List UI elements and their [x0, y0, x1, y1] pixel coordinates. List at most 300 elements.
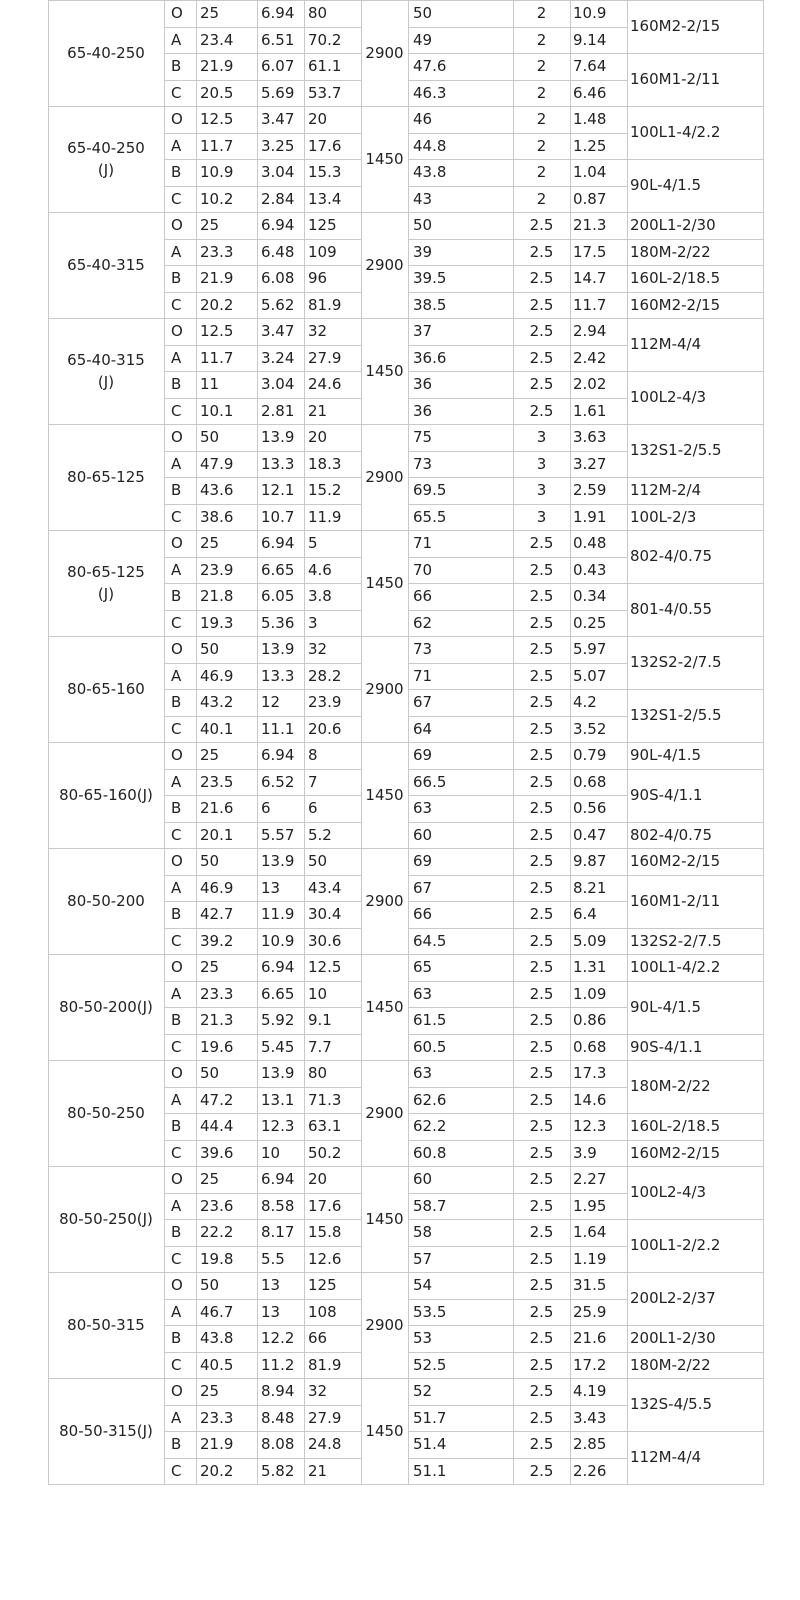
point-cell: B [171, 481, 182, 499]
motor-cell: 180M-2/22 [630, 242, 711, 261]
efficiency-cell: 65 [413, 958, 433, 976]
flow-ls-cell: 8.94 [261, 1382, 295, 1400]
point-cell: C [171, 1461, 182, 1480]
motor-cell: 90S-4/1.1 [630, 1037, 703, 1056]
shaft-power-cell: 0.56 [573, 799, 607, 817]
model-label: 80-65-125 (J) [67, 563, 145, 603]
point-cell: C [171, 83, 182, 102]
point-cell: O [171, 428, 183, 446]
flow-ls-cell: 6.94 [261, 1170, 295, 1188]
shaft-power-cell: 0.86 [573, 1011, 607, 1029]
flow-m3h-cell: 12.5 [200, 322, 234, 340]
shaft-power-cell: 17.5 [573, 242, 607, 261]
head-cell: 20.6 [308, 719, 342, 738]
head-cell: 6 [308, 799, 318, 817]
shaft-power-cell: 1.25 [573, 136, 607, 155]
flow-ls-cell: 10.9 [261, 931, 295, 950]
efficiency-cell: 52 [413, 1382, 433, 1400]
shaft-power-cell: 9.14 [573, 30, 607, 49]
npsh-cell: 2.5 [529, 1461, 554, 1480]
npsh-cell: 2 [536, 136, 547, 155]
speed-cell: 1450 [365, 998, 404, 1016]
speed-cell: 2900 [365, 256, 404, 274]
flow-ls-cell: 13 [261, 1302, 281, 1321]
npsh-cell: 2.5 [529, 1355, 554, 1374]
npsh-cell: 2.5 [529, 1064, 554, 1082]
npsh-cell: 2.5 [529, 1408, 554, 1427]
model-cell [48, 848, 164, 954]
npsh-cell: 2.5 [529, 401, 554, 420]
flow-m3h-cell: 50 [200, 428, 220, 446]
flow-ls-cell: 5.62 [261, 295, 295, 314]
flow-ls-cell: 11.2 [261, 1355, 295, 1374]
shaft-power-cell: 6.46 [573, 83, 607, 102]
point-cell: A [171, 1302, 182, 1321]
efficiency-cell: 54 [413, 1276, 433, 1294]
motor-cell: 160M2-2/15 [630, 1143, 721, 1162]
flow-ls-cell: 11.1 [261, 719, 295, 738]
point-cell: C [171, 401, 182, 420]
motor-cell: 100L1-4/2.2 [630, 123, 721, 141]
head-cell: 17.6 [308, 1196, 342, 1215]
model-cell [48, 530, 164, 636]
point-cell: B [171, 1223, 182, 1241]
flow-m3h-cell: 47.9 [200, 454, 234, 473]
flow-m3h-cell: 25 [200, 1382, 220, 1400]
shaft-power-cell: 14.7 [573, 269, 607, 287]
flow-ls-cell: 2.81 [261, 401, 295, 420]
npsh-cell: 2.5 [529, 1196, 554, 1215]
efficiency-cell: 46 [413, 110, 433, 128]
efficiency-cell: 71 [413, 534, 433, 552]
flow-m3h-cell: 11 [200, 375, 220, 393]
npsh-cell: 2.5 [529, 295, 554, 314]
shaft-power-cell: 1.19 [573, 1249, 607, 1268]
npsh-cell: 2.5 [529, 1143, 554, 1162]
flow-ls-cell: 3.24 [261, 348, 295, 367]
shaft-power-cell: 0.47 [573, 825, 607, 844]
flow-m3h-cell: 22.2 [200, 1223, 234, 1241]
model-label: 65-40-315 (J) [67, 351, 145, 391]
head-cell: 32 [308, 640, 328, 658]
motor-cell: 160M1-2/11 [630, 891, 721, 910]
flow-ls-cell: 5.45 [261, 1037, 295, 1056]
shaft-power-cell: 1.95 [573, 1196, 607, 1215]
head-cell: 96 [308, 269, 328, 287]
shaft-power-cell: 1.61 [573, 401, 607, 420]
efficiency-cell: 67 [413, 693, 433, 711]
point-cell: O [171, 958, 183, 976]
point-cell: O [171, 1170, 183, 1188]
flow-ls-cell: 10.7 [261, 507, 295, 526]
head-cell: 13.4 [308, 189, 342, 208]
shaft-power-cell: 31.5 [573, 1276, 607, 1294]
head-cell: 30.4 [308, 905, 342, 923]
point-cell: C [171, 825, 182, 844]
model-label: 65-40-250 [67, 44, 145, 62]
head-cell: 12.6 [308, 1249, 342, 1268]
efficiency-cell: 36 [413, 401, 433, 420]
motor-cell: 180M-2/22 [630, 1077, 711, 1095]
point-cell: C [171, 189, 182, 208]
npsh-cell: 2.5 [529, 375, 554, 393]
shaft-power-cell: 1.48 [573, 110, 607, 128]
model-label: 80-65-160 [67, 680, 145, 698]
efficiency-cell: 58.7 [413, 1196, 447, 1215]
flow-ls-cell: 10 [261, 1143, 281, 1162]
flow-m3h-cell: 50 [200, 1276, 220, 1294]
point-cell: O [171, 110, 183, 128]
motor-cell: 90L-4/1.5 [630, 746, 702, 764]
efficiency-cell: 66 [413, 587, 433, 605]
npsh-cell: 2.5 [529, 825, 554, 844]
shaft-power-cell: 8.21 [573, 878, 607, 897]
head-cell: 27.9 [308, 348, 342, 367]
flow-m3h-cell: 21.9 [200, 1435, 234, 1453]
flow-m3h-cell: 23.6 [200, 1196, 234, 1215]
npsh-cell: 3 [536, 454, 547, 473]
flow-ls-cell: 3.04 [261, 375, 295, 393]
point-cell: A [171, 560, 182, 579]
flow-m3h-cell: 21.9 [200, 57, 234, 75]
shaft-power-cell: 5.07 [573, 666, 607, 685]
head-cell: 109 [308, 242, 337, 261]
flow-m3h-cell: 12.5 [200, 110, 234, 128]
shaft-power-cell: 5.09 [573, 931, 607, 950]
flow-m3h-cell: 10.2 [200, 189, 234, 208]
npsh-cell: 3 [536, 507, 547, 526]
point-cell: A [171, 242, 182, 261]
head-cell: 66 [308, 1329, 328, 1347]
head-cell: 81.9 [308, 1355, 342, 1374]
flow-m3h-cell: 25 [200, 534, 220, 552]
model-cell [48, 954, 164, 1060]
shaft-power-cell: 5.97 [573, 640, 607, 658]
shaft-power-cell: 10.9 [573, 4, 607, 22]
npsh-cell: 2.5 [529, 348, 554, 367]
head-cell: 12.5 [308, 958, 342, 976]
point-cell: B [171, 693, 182, 711]
motor-cell: 112M-4/4 [630, 335, 702, 353]
flow-ls-cell: 3.47 [261, 110, 295, 128]
flow-ls-cell: 6.51 [261, 30, 295, 49]
npsh-cell: 3 [536, 428, 547, 446]
motor-cell: 100L2-4/3 [630, 388, 707, 406]
head-cell: 108 [308, 1302, 337, 1321]
flow-m3h-cell: 23.9 [200, 560, 234, 579]
point-cell: O [171, 746, 183, 764]
motor-cell: 132S1-2/5.5 [630, 441, 722, 459]
npsh-cell: 2.5 [529, 1223, 554, 1241]
efficiency-cell: 36.6 [413, 348, 447, 367]
flow-ls-cell: 6.08 [261, 269, 295, 287]
flow-m3h-cell: 10.9 [200, 163, 234, 181]
speed-cell: 1450 [365, 362, 404, 380]
shaft-power-cell: 25.9 [573, 1302, 607, 1321]
motor-cell: 90L-4/1.5 [630, 997, 702, 1016]
point-cell: A [171, 772, 182, 791]
head-cell: 24.8 [308, 1435, 342, 1453]
flow-ls-cell: 6.94 [261, 746, 295, 764]
npsh-cell: 2.5 [529, 242, 554, 261]
flow-ls-cell: 8.58 [261, 1196, 295, 1215]
head-cell: 125 [308, 216, 337, 234]
head-cell: 50.2 [308, 1143, 342, 1162]
motor-cell: 132S2-2/7.5 [630, 931, 722, 950]
npsh-cell: 2 [536, 163, 547, 181]
efficiency-cell: 57 [413, 1249, 433, 1268]
point-cell: B [171, 375, 182, 393]
npsh-cell: 2.5 [529, 587, 554, 605]
head-cell: 50 [308, 852, 328, 870]
shaft-power-cell: 3.9 [573, 1143, 597, 1162]
shaft-power-cell: 3.63 [573, 428, 607, 446]
flow-ls-cell: 13 [261, 878, 281, 897]
point-cell: B [171, 1435, 182, 1453]
flow-ls-cell: 6.94 [261, 216, 295, 234]
flow-m3h-cell: 39.6 [200, 1143, 234, 1162]
efficiency-cell: 63 [413, 984, 433, 1003]
speed-cell: 1450 [365, 1210, 404, 1228]
efficiency-cell: 49 [413, 30, 433, 49]
point-cell: A [171, 454, 182, 473]
head-cell: 125 [308, 1276, 337, 1294]
point-cell: A [171, 666, 182, 685]
head-cell: 15.8 [308, 1223, 342, 1241]
flow-m3h-cell: 38.6 [200, 507, 234, 526]
efficiency-cell: 43.8 [413, 163, 447, 181]
flow-m3h-cell: 50 [200, 640, 220, 658]
npsh-cell: 2.5 [529, 1276, 554, 1294]
head-cell: 20 [308, 110, 328, 128]
npsh-cell: 2.5 [529, 1249, 554, 1268]
npsh-cell: 2.5 [529, 666, 554, 685]
flow-ls-cell: 5.57 [261, 825, 295, 844]
shaft-power-cell: 4.19 [573, 1382, 607, 1400]
point-cell: C [171, 1355, 182, 1374]
efficiency-cell: 71 [413, 666, 433, 685]
flow-ls-cell: 6.65 [261, 984, 295, 1003]
motor-cell: 100L1-4/2.2 [630, 958, 721, 976]
head-cell: 17.6 [308, 136, 342, 155]
npsh-cell: 2.5 [529, 216, 554, 234]
efficiency-cell: 63 [413, 1064, 433, 1082]
motor-cell: 200L2-2/37 [630, 1289, 716, 1307]
flow-m3h-cell: 40.5 [200, 1355, 234, 1374]
npsh-cell: 2 [536, 57, 547, 75]
head-cell: 8 [308, 746, 318, 764]
flow-ls-cell: 6 [261, 799, 271, 817]
flow-m3h-cell: 20.1 [200, 825, 234, 844]
flow-m3h-cell: 19.8 [200, 1249, 234, 1268]
speed-cell: 1450 [365, 150, 404, 168]
flow-ls-cell: 5.5 [261, 1249, 285, 1268]
efficiency-cell: 37 [413, 322, 433, 340]
point-cell: C [171, 295, 182, 314]
motor-cell: 802-4/0.75 [630, 547, 713, 565]
npsh-cell: 2.5 [529, 269, 554, 287]
shaft-power-cell: 1.91 [573, 507, 607, 526]
model-cell [48, 742, 164, 848]
model-label: 80-50-250(J) [59, 1210, 153, 1228]
shaft-power-cell: 3.27 [573, 454, 607, 473]
flow-m3h-cell: 20.5 [200, 83, 234, 102]
model-cell [48, 106, 164, 212]
flow-m3h-cell: 25 [200, 216, 220, 234]
motor-cell: 160M2-2/15 [630, 17, 721, 35]
efficiency-cell: 67 [413, 878, 433, 897]
efficiency-cell: 39 [413, 242, 433, 261]
flow-m3h-cell: 20.2 [200, 1461, 234, 1480]
shaft-power-cell: 9.87 [573, 852, 607, 870]
model-cell [48, 636, 164, 742]
speed-cell: 2900 [365, 1104, 404, 1122]
point-cell: B [171, 905, 182, 923]
point-cell: O [171, 1276, 183, 1294]
efficiency-cell: 46.3 [413, 83, 447, 102]
shaft-power-cell: 0.79 [573, 746, 607, 764]
efficiency-cell: 65.5 [413, 507, 447, 526]
efficiency-cell: 53 [413, 1329, 433, 1347]
point-cell: B [171, 57, 182, 75]
flow-m3h-cell: 21.8 [200, 587, 234, 605]
flow-ls-cell: 3.25 [261, 136, 295, 155]
flow-m3h-cell: 25 [200, 4, 220, 22]
flow-ls-cell: 13.9 [261, 640, 295, 658]
npsh-cell: 2.5 [529, 1382, 554, 1400]
flow-m3h-cell: 46.9 [200, 666, 234, 685]
point-cell: C [171, 1249, 182, 1268]
shaft-power-cell: 1.04 [573, 163, 607, 181]
motor-cell: 90L-4/1.5 [630, 176, 702, 194]
motor-cell: 160M2-2/15 [630, 852, 721, 870]
flow-m3h-cell: 43.6 [200, 481, 234, 499]
flow-m3h-cell: 19.6 [200, 1037, 234, 1056]
flow-m3h-cell: 47.2 [200, 1090, 234, 1109]
head-cell: 9.1 [308, 1011, 332, 1029]
npsh-cell: 2.5 [529, 746, 554, 764]
shaft-power-cell: 0.87 [573, 189, 607, 208]
efficiency-cell: 39.5 [413, 269, 447, 287]
model-label: 65-40-250 (J) [67, 139, 145, 179]
point-cell: O [171, 1382, 183, 1400]
flow-m3h-cell: 25 [200, 1170, 220, 1188]
shaft-power-cell: 2.59 [573, 481, 607, 499]
head-cell: 61.1 [308, 57, 342, 75]
efficiency-cell: 69 [413, 852, 433, 870]
point-cell: C [171, 507, 182, 526]
npsh-cell: 2 [536, 83, 547, 102]
head-cell: 81.9 [308, 295, 342, 314]
head-cell: 15.2 [308, 481, 342, 499]
npsh-cell: 2 [536, 110, 547, 128]
efficiency-cell: 75 [413, 428, 433, 446]
head-cell: 15.3 [308, 163, 342, 181]
efficiency-cell: 73 [413, 640, 433, 658]
npsh-cell: 2.5 [529, 1037, 554, 1056]
shaft-power-cell: 0.43 [573, 560, 607, 579]
flow-ls-cell: 2.84 [261, 189, 295, 208]
flow-ls-cell: 3.04 [261, 163, 295, 181]
flow-ls-cell: 13.1 [261, 1090, 295, 1109]
head-cell: 21 [308, 1461, 328, 1480]
efficiency-cell: 43 [413, 189, 433, 208]
speed-cell: 2900 [365, 680, 404, 698]
flow-m3h-cell: 46.7 [200, 1302, 234, 1321]
head-cell: 30.6 [308, 931, 342, 950]
flow-ls-cell: 5.69 [261, 83, 295, 102]
efficiency-cell: 64 [413, 719, 433, 738]
head-cell: 21 [308, 401, 328, 420]
model-label: 65-40-315 [67, 256, 145, 274]
efficiency-cell: 66 [413, 905, 433, 923]
model-cell [48, 424, 164, 530]
head-cell: 24.6 [308, 375, 342, 393]
model-cell [48, 318, 164, 424]
efficiency-cell: 62.6 [413, 1090, 447, 1109]
point-cell: O [171, 640, 183, 658]
head-cell: 63.1 [308, 1117, 342, 1135]
npsh-cell: 2.5 [529, 322, 554, 340]
head-cell: 32 [308, 322, 328, 340]
efficiency-cell: 60.5 [413, 1037, 447, 1056]
model-label: 80-65-125 [67, 468, 145, 486]
shaft-power-cell: 0.68 [573, 772, 607, 791]
flow-m3h-cell: 43.8 [200, 1329, 234, 1347]
npsh-cell: 2.5 [529, 931, 554, 950]
point-cell: O [171, 852, 183, 870]
efficiency-cell: 51.1 [413, 1461, 447, 1480]
efficiency-cell: 70 [413, 560, 433, 579]
npsh-cell: 2.5 [529, 1011, 554, 1029]
head-cell: 10 [308, 984, 328, 1003]
flow-ls-cell: 6.07 [261, 57, 295, 75]
motor-cell: 200L1-2/30 [630, 1329, 716, 1347]
npsh-cell: 2.5 [529, 958, 554, 976]
model-label: 80-50-315(J) [59, 1422, 153, 1440]
shaft-power-cell: 2.42 [573, 348, 607, 367]
point-cell: B [171, 799, 182, 817]
flow-m3h-cell: 21.6 [200, 799, 234, 817]
model-cell [48, 1166, 164, 1272]
efficiency-cell: 47.6 [413, 57, 447, 75]
model-cell [48, 1272, 164, 1378]
speed-cell: 1450 [365, 1422, 404, 1440]
head-cell: 71.3 [308, 1090, 342, 1109]
point-cell: B [171, 587, 182, 605]
flow-m3h-cell: 23.3 [200, 242, 234, 261]
motor-cell: 100L1-2/2.2 [630, 1236, 721, 1254]
head-cell: 80 [308, 4, 328, 22]
point-cell: O [171, 1064, 183, 1082]
speed-cell: 2900 [365, 468, 404, 486]
motor-cell: 100L-2/3 [630, 507, 697, 526]
point-cell: C [171, 719, 182, 738]
efficiency-cell: 62.2 [413, 1117, 447, 1135]
flow-m3h-cell: 44.4 [200, 1117, 234, 1135]
motor-cell: 132S-4/5.5 [630, 1395, 713, 1413]
shaft-power-cell: 1.31 [573, 958, 607, 976]
efficiency-cell: 73 [413, 454, 433, 473]
motor-cell: 160M2-2/15 [630, 295, 721, 314]
npsh-cell: 2.5 [529, 1090, 554, 1109]
efficiency-cell: 51.4 [413, 1435, 447, 1453]
flow-ls-cell: 13.9 [261, 1064, 295, 1082]
shaft-power-cell: 1.09 [573, 984, 607, 1003]
point-cell: A [171, 878, 182, 897]
grid-line [48, 0, 764, 1]
shaft-power-cell: 2.94 [573, 322, 607, 340]
